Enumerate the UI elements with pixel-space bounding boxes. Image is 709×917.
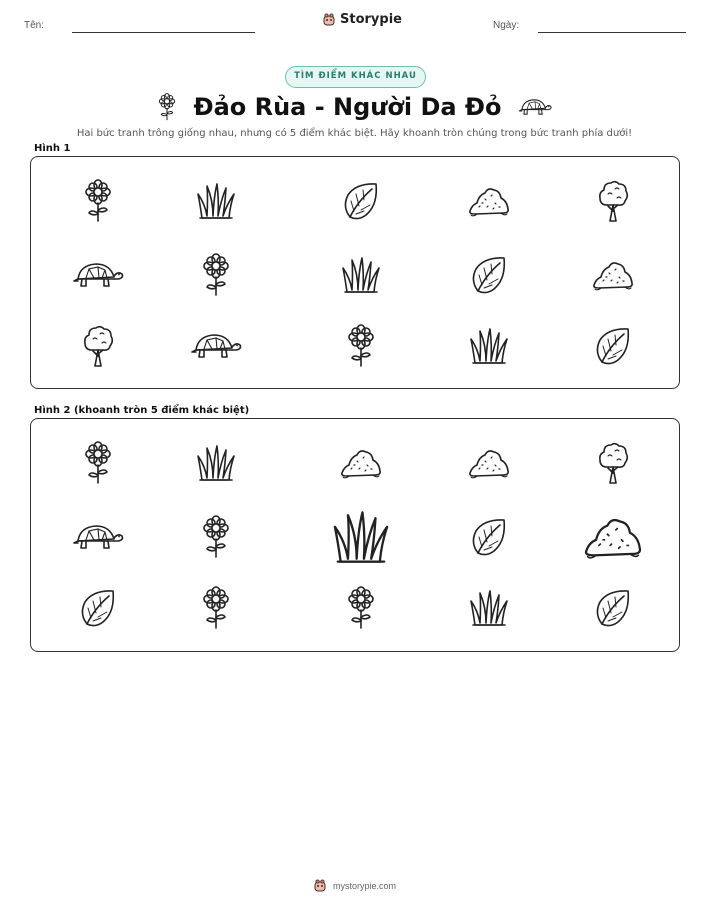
turtle-icon <box>518 96 552 118</box>
footer <box>0 879 709 893</box>
p2-mound-icon[interactable] <box>321 429 401 497</box>
p1-tree-icon[interactable] <box>573 167 653 235</box>
date-label: Ngày: <box>493 20 520 31</box>
title-row <box>0 90 709 124</box>
p2-turtle-icon[interactable] <box>58 503 138 571</box>
p2-flower-icon[interactable] <box>176 503 256 571</box>
p2-seed-icon[interactable] <box>573 574 653 642</box>
picture1-grid <box>31 157 679 388</box>
picture2-label: Hình 2 (khoanh tròn 5 điểm khác biệt) <box>34 405 250 416</box>
p1-grass-icon[interactable] <box>321 241 401 309</box>
p1-flower-icon[interactable] <box>58 167 138 235</box>
date-field[interactable] <box>538 32 686 33</box>
picture2-grid <box>31 419 679 651</box>
p2-grass-icon[interactable] <box>321 503 401 571</box>
storypie-mascot-icon <box>322 13 336 27</box>
p1-mound-icon[interactable] <box>449 167 529 235</box>
p2-seed-icon[interactable] <box>449 503 529 571</box>
p2-mound-icon[interactable] <box>573 503 653 571</box>
picture1-label: Hình 1 <box>34 143 71 154</box>
picture1-frame[interactable] <box>30 156 680 389</box>
p2-flower-icon[interactable] <box>58 429 138 497</box>
p1-mound-icon[interactable] <box>573 241 653 309</box>
p1-grass-icon[interactable] <box>449 312 529 380</box>
picture2-frame[interactable] <box>30 418 680 652</box>
brand-name: Storypie <box>340 12 402 27</box>
p2-flower-icon[interactable] <box>321 574 401 642</box>
storypie-mascot-icon <box>313 879 327 893</box>
p1-turtle-icon[interactable] <box>176 312 256 380</box>
brand-logo <box>322 12 402 27</box>
instructions: Hai bức tranh trông giống nhau, nhưng có 5 điểm khác biệt. Hãy khoanh tròn chúng trong bức tranh phía dưới! <box>76 128 633 139</box>
p2-tree-icon[interactable] <box>573 429 653 497</box>
p1-flower-icon[interactable] <box>321 312 401 380</box>
p1-seed-icon[interactable] <box>449 241 529 309</box>
name-label: Tên: <box>24 20 45 31</box>
p1-seed-icon[interactable] <box>321 167 401 235</box>
activity-badge: TÌM ĐIỂM KHÁC NHAU <box>285 66 426 88</box>
p1-seed-icon[interactable] <box>573 312 653 380</box>
p2-flower-icon[interactable] <box>176 574 256 642</box>
footer-url: mystorypie.com <box>332 881 396 891</box>
p1-turtle-icon[interactable] <box>58 241 138 309</box>
p2-grass-icon[interactable] <box>449 574 529 642</box>
p1-grass-icon[interactable] <box>176 167 256 235</box>
p2-seed-icon[interactable] <box>58 574 138 642</box>
p2-grass-icon[interactable] <box>176 429 256 497</box>
p2-mound-icon[interactable] <box>449 429 529 497</box>
page-title: Đảo Rùa - Người Da Đỏ <box>193 93 502 121</box>
p1-flower-icon[interactable] <box>176 241 256 309</box>
p1-tree-icon[interactable] <box>58 312 138 380</box>
name-field[interactable] <box>72 32 255 33</box>
flower-icon <box>157 93 177 121</box>
